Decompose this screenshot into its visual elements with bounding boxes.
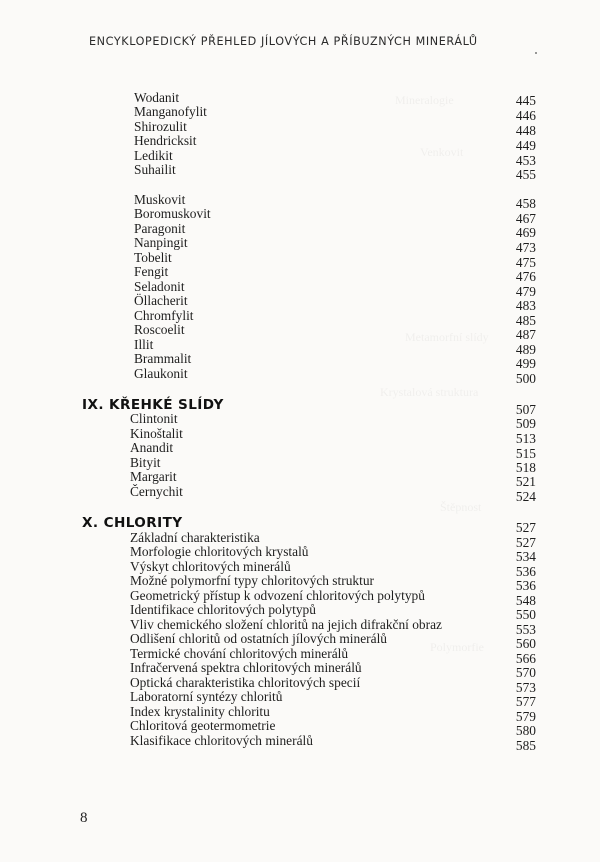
toc-entry-title[interactable]: Illit xyxy=(134,337,154,352)
toc-entry-title[interactable]: Ledikit xyxy=(134,148,173,163)
toc-entry-page: 536 xyxy=(515,578,536,593)
toc-entry-page: 449 xyxy=(515,138,536,153)
toc-entry-page: 453 xyxy=(515,153,536,168)
toc-entry-page: 489 xyxy=(515,342,536,357)
toc-entry-title[interactable]: Öllacherit xyxy=(134,293,188,308)
toc-entry-title[interactable]: Nanpingit xyxy=(134,235,188,250)
toc-entry-page: 483 xyxy=(515,298,536,313)
toc-entry-title[interactable]: Anandit xyxy=(130,440,174,455)
toc-entry-page: 548 xyxy=(515,593,536,608)
toc-entry-page: 445 xyxy=(515,93,536,108)
section-heading[interactable]: X. CHLORITY xyxy=(82,515,183,531)
toc-entry-title[interactable]: Margarit xyxy=(130,469,177,484)
page-number: 8 xyxy=(80,810,88,826)
toc-entry-page: 553 xyxy=(515,622,536,637)
toc-entry-title[interactable]: Shirozulit xyxy=(134,119,187,134)
toc-entry-page: 577 xyxy=(515,694,536,709)
section-heading[interactable]: IX. KŘEHKÉ SLÍDY xyxy=(82,397,224,413)
toc-entry-title[interactable]: Černychit xyxy=(130,484,183,499)
toc-entry-title[interactable]: Možné polymorfní typy chloritových struktur xyxy=(130,573,374,588)
toc-entry-page: 475 xyxy=(515,255,536,270)
toc-entry-title[interactable]: Laboratorní syntézy chloritů xyxy=(130,689,283,704)
toc-entry-page: 455 xyxy=(515,167,536,182)
toc-entry-title[interactable]: Geometrický přístup k odvození chloritových polytypů xyxy=(130,588,425,603)
toc-entry-page: 536 xyxy=(515,564,536,579)
toc-entry-page: 585 xyxy=(515,738,536,753)
section-page: 527 xyxy=(515,520,536,535)
toc-entry-title[interactable]: Chromfylit xyxy=(134,308,194,323)
toc-entry-title[interactable]: Clintonit xyxy=(130,411,178,426)
toc-entry-title[interactable]: Identifikace chloritových polytypů xyxy=(130,602,316,617)
toc-entry-title[interactable]: Termické chování chloritových minerálů xyxy=(130,646,349,661)
toc-entry-page: 448 xyxy=(515,123,536,138)
toc-entry-page: 580 xyxy=(515,723,536,738)
toc-entry-title[interactable]: Bityit xyxy=(130,455,161,470)
toc-entry-page: 550 xyxy=(515,607,536,622)
toc-entry-page: 518 xyxy=(515,460,536,475)
toc-entry-title[interactable]: Odlišení chloritů od ostatních jílových minerálů xyxy=(130,631,387,646)
toc-entry-title[interactable]: Tobelit xyxy=(134,250,172,265)
toc-entry-title[interactable]: Infračervená spektra chloritových minerálů xyxy=(130,660,362,675)
toc-entry-page: 467 xyxy=(515,211,536,226)
toc-entry-page: 479 xyxy=(515,284,536,299)
toc-entry-page: 476 xyxy=(515,269,536,284)
toc-entry-page: 513 xyxy=(515,431,536,446)
toc-entry-page: 469 xyxy=(515,225,536,240)
toc-entry-title[interactable]: Suhailit xyxy=(134,162,176,177)
toc-entry-page: 509 xyxy=(515,416,536,431)
toc-entry-page: 566 xyxy=(515,651,536,666)
toc-entry-title[interactable]: Muskovit xyxy=(134,192,186,207)
toc-entry-page: 446 xyxy=(515,108,536,123)
toc-entry-page: 570 xyxy=(515,665,536,680)
section-page: 507 xyxy=(515,402,536,417)
toc-entry-title[interactable]: Brammalit xyxy=(134,351,192,366)
toc-entry-page: 458 xyxy=(515,196,536,211)
toc-entry-page: 534 xyxy=(515,549,536,564)
toc-entry-title[interactable]: Fengit xyxy=(134,264,169,279)
toc-entry-title[interactable]: Chloritová geotermometrie xyxy=(130,718,276,733)
toc-entry-page: 527 xyxy=(515,535,536,550)
toc-entry-page: 485 xyxy=(515,313,536,328)
print-speck xyxy=(535,52,537,54)
toc-entry-page: 515 xyxy=(515,446,536,461)
toc-entry-page: 499 xyxy=(515,356,536,371)
toc-entry-page: 521 xyxy=(515,474,536,489)
toc-entry-title[interactable]: Seladonit xyxy=(134,279,185,294)
toc-entry-title[interactable]: Morfologie chloritových krystalů xyxy=(130,544,309,559)
toc-entry-title[interactable]: Boromuskovit xyxy=(134,206,211,221)
toc-entry-title[interactable]: Paragonit xyxy=(134,221,186,236)
toc-entry-page: 500 xyxy=(515,371,536,386)
toc-entry-title[interactable]: Kinoštalit xyxy=(130,426,183,441)
toc-entry-title[interactable]: Glaukonit xyxy=(134,366,188,381)
toc-entry-title[interactable]: Wodanit xyxy=(134,90,180,105)
toc-entry-title[interactable]: Základní charakteristika xyxy=(130,530,260,545)
toc-entry-page: 560 xyxy=(515,636,536,651)
toc-entry-title[interactable]: Hendricksit xyxy=(134,133,197,148)
toc-entry-title[interactable]: Klasifikace chloritových minerálů xyxy=(130,733,313,748)
toc-entry-title[interactable]: Výskyt chloritových minerálů xyxy=(130,559,291,574)
toc-entry-page: 524 xyxy=(515,489,536,504)
toc-entry-page: 573 xyxy=(515,680,536,695)
toc-entry-title[interactable]: Vliv chemického složení chloritů na jejich difrakční obraz xyxy=(130,617,442,632)
toc-entry-page: 473 xyxy=(515,240,536,255)
toc-entry-page: 487 xyxy=(515,327,536,342)
toc-entry-page: 579 xyxy=(515,709,536,724)
toc-entry-title[interactable]: Manganofylit xyxy=(134,104,207,119)
running-head: ENCYKLOPEDICKÝ PŘEHLED JÍLOVÝCH A PŘÍBUZNÝCH MINERÁLŮ xyxy=(89,35,478,48)
toc-entry-title[interactable]: Index krystalinity chloritu xyxy=(130,704,270,719)
toc-entry-title[interactable]: Roscoelit xyxy=(134,322,185,337)
toc-entry-title[interactable]: Optická charakteristika chloritových specií xyxy=(130,675,361,690)
